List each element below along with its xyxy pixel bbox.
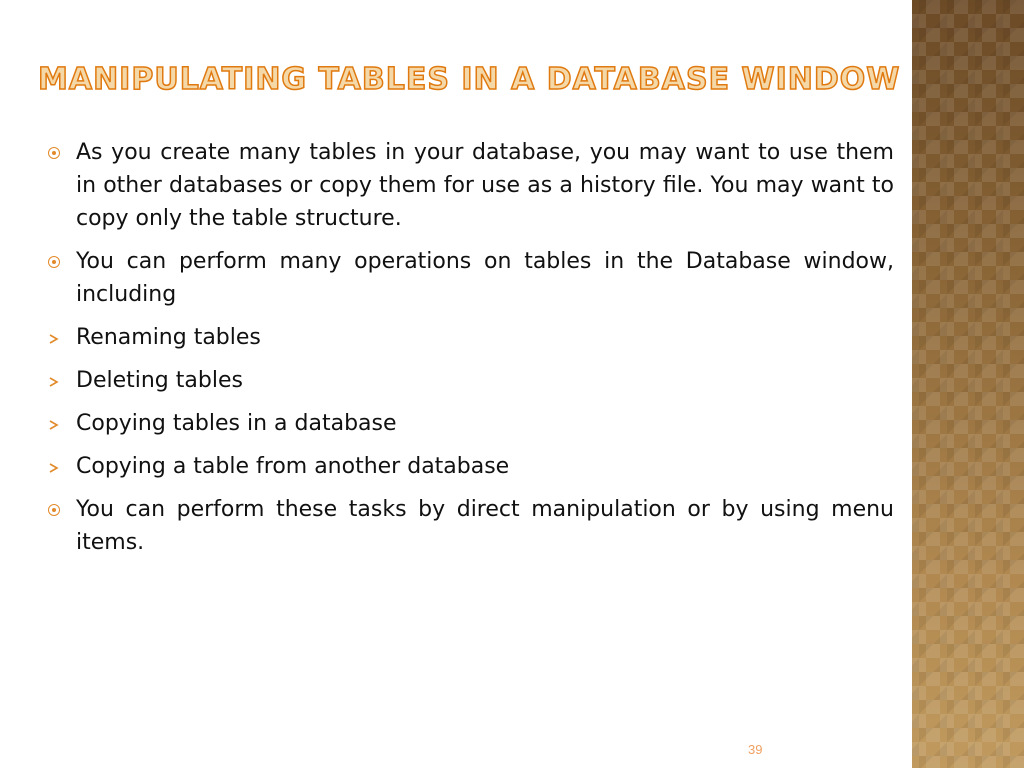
- bullet-item: [44, 321, 894, 354]
- bullet-item: [44, 493, 894, 559]
- arrow-bullet-icon: [48, 463, 60, 473]
- decorative-side-panel: [912, 0, 1024, 768]
- bullet-item: [44, 450, 894, 483]
- arrow-bullet-icon: [48, 420, 60, 430]
- arrow-bullet-icon: [48, 377, 60, 387]
- bullet-text: You can perform many operations on tables in the Database window, including: [76, 249, 894, 307]
- bullet-text: Deleting tables: [76, 368, 243, 393]
- bullet-item: [44, 245, 894, 311]
- bullet-text: Renaming tables: [76, 325, 261, 350]
- arrow-bullet-icon: [48, 334, 60, 344]
- bullet-item: [44, 136, 894, 235]
- page-number: 39: [748, 742, 763, 757]
- slide-content: [44, 136, 894, 569]
- circle-bullet-icon: [48, 147, 60, 159]
- circle-bullet-icon: [48, 504, 60, 516]
- bullet-item: [44, 407, 894, 440]
- circle-bullet-icon: [48, 256, 60, 268]
- bullet-item: [44, 364, 894, 397]
- bullet-text: As you create many tables in your database, you may want to use them in other databases or copy them for use as a history file. You may want to copy only the table structure.: [76, 140, 894, 231]
- bullet-text: Copying tables in a database: [76, 411, 397, 436]
- slide-title: MANIPULATING TABLES IN A DATABASE WINDOW: [38, 62, 901, 97]
- bullet-text: You can perform these tasks by direct manipulation or by using menu items.: [76, 497, 894, 555]
- bullet-text: Copying a table from another database: [76, 454, 510, 479]
